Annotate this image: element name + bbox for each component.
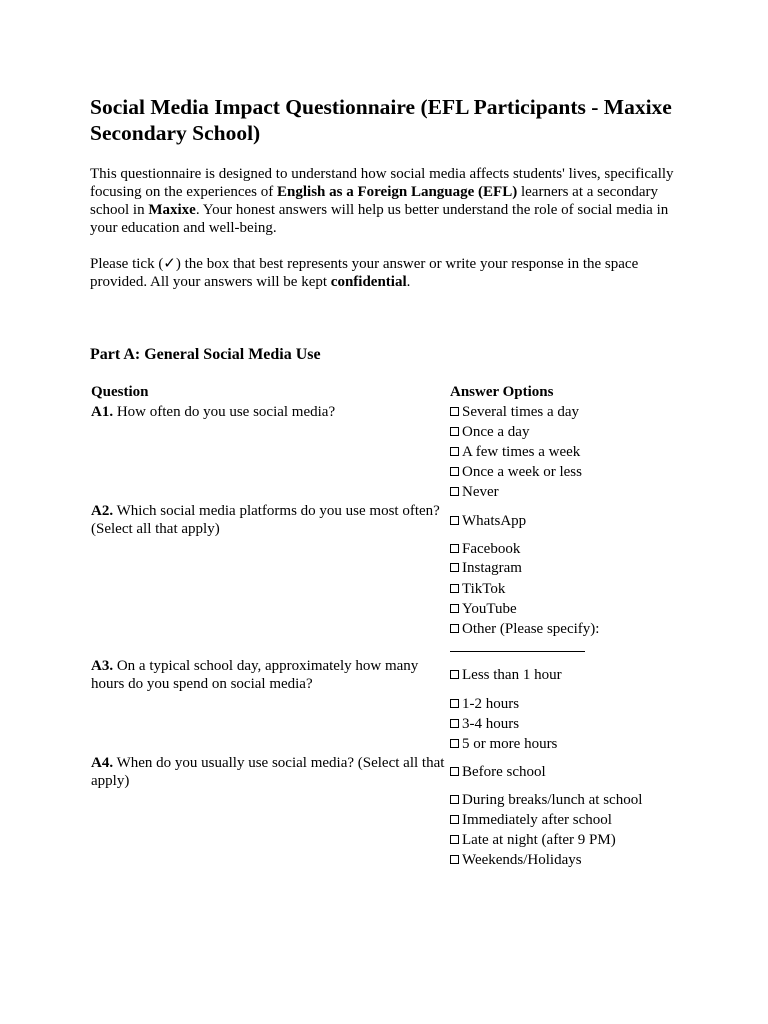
question-number: A4. bbox=[91, 755, 114, 771]
checkbox-icon[interactable] bbox=[450, 604, 459, 613]
instructions-text-1: Please tick (✓) the box that best represents your answer or write your response in the space provided. All your answers will be kept bbox=[90, 256, 639, 290]
question-a3 bbox=[91, 657, 449, 693]
checkbox-icon[interactable] bbox=[450, 427, 459, 436]
option-label: 1-2 hours bbox=[462, 696, 520, 712]
instructions-paragraph bbox=[90, 255, 690, 291]
checkbox-icon[interactable] bbox=[450, 407, 459, 416]
checkbox-icon[interactable] bbox=[450, 487, 459, 496]
question-a2 bbox=[91, 502, 449, 538]
option-checkbox[interactable] bbox=[450, 443, 580, 461]
option-label: Instagram bbox=[462, 560, 522, 576]
intro-text-2: learners at a secondary school in bbox=[90, 184, 658, 218]
checkbox-icon[interactable] bbox=[450, 670, 459, 679]
intro-bold-maxixe: Maxixe bbox=[148, 202, 196, 218]
option-label: Before school bbox=[462, 764, 546, 780]
option-checkbox[interactable] bbox=[450, 483, 499, 501]
checkbox-icon[interactable] bbox=[450, 467, 459, 476]
question-text: How often do you use social media? bbox=[113, 404, 336, 420]
option-label: Once a day bbox=[462, 424, 530, 440]
column-header-answer-options: Answer Options bbox=[450, 384, 554, 400]
option-label: Never bbox=[462, 484, 499, 500]
option-checkbox[interactable] bbox=[450, 540, 520, 558]
page-title: Social Media Impact Questionnaire (EFL Participants - Maxixe Secondary School) bbox=[90, 95, 672, 145]
question-number: A3. bbox=[91, 658, 114, 674]
checkbox-icon[interactable] bbox=[450, 795, 459, 804]
option-checkbox[interactable] bbox=[450, 600, 517, 618]
option-checkbox[interactable] bbox=[450, 695, 519, 713]
checkbox-icon[interactable] bbox=[450, 544, 459, 553]
intro-bold-efl: English as a Foreign Language (EFL) bbox=[277, 184, 518, 200]
section-heading-part-a: Part A: General Social Media Use bbox=[90, 346, 321, 363]
other-specify-input[interactable] bbox=[450, 638, 585, 652]
option-label: Less than 1 hour bbox=[462, 667, 562, 683]
checkbox-icon[interactable] bbox=[450, 835, 459, 844]
question-text: Which social media platforms do you use most often? (Select all that apply) bbox=[91, 503, 440, 537]
option-checkbox[interactable] bbox=[450, 463, 582, 481]
checkbox-icon[interactable] bbox=[450, 563, 459, 572]
option-label: YouTube bbox=[462, 601, 517, 617]
option-label: During breaks/lunch at school bbox=[462, 792, 643, 808]
option-label: Late at night (after 9 PM) bbox=[462, 832, 616, 848]
option-label: Facebook bbox=[462, 541, 521, 557]
option-checkbox[interactable] bbox=[450, 403, 579, 421]
option-label: Once a week or less bbox=[462, 464, 582, 480]
column-header-question: Question bbox=[91, 384, 149, 400]
checkbox-icon[interactable] bbox=[450, 584, 459, 593]
instructions-bold-confidential: confidential bbox=[330, 274, 407, 290]
instructions-text-2: . bbox=[406, 274, 411, 290]
checkbox-icon[interactable] bbox=[450, 516, 459, 525]
option-checkbox[interactable] bbox=[450, 851, 582, 869]
checkbox-icon[interactable] bbox=[450, 855, 459, 864]
option-label: WhatsApp bbox=[462, 513, 527, 529]
question-a4 bbox=[91, 754, 449, 790]
question-a1 bbox=[91, 403, 449, 421]
option-checkbox[interactable] bbox=[450, 791, 642, 809]
option-checkbox[interactable] bbox=[450, 559, 522, 577]
option-label: Several times a day bbox=[462, 404, 580, 420]
intro-text-1: This questionnaire is designed to understand how social media affects students' lives, specifically focusing on the experiences of bbox=[90, 166, 674, 200]
option-checkbox[interactable] bbox=[450, 763, 546, 781]
checkbox-icon[interactable] bbox=[450, 815, 459, 824]
question-number: A1. bbox=[91, 404, 114, 420]
option-checkbox[interactable] bbox=[450, 811, 612, 829]
question-number: A2. bbox=[91, 503, 114, 519]
intro-text-3: . Your honest answers will help us better understand the role of social media in your education and well-being. bbox=[90, 202, 669, 236]
checkbox-icon[interactable] bbox=[450, 739, 459, 748]
option-label: Weekends/Holidays bbox=[462, 852, 582, 868]
option-checkbox[interactable] bbox=[450, 620, 599, 638]
option-label: Other (Please specify): bbox=[462, 621, 600, 637]
checkbox-icon[interactable] bbox=[450, 624, 459, 633]
option-label: TikTok bbox=[462, 581, 506, 597]
option-checkbox[interactable] bbox=[450, 423, 529, 441]
checkbox-icon[interactable] bbox=[450, 767, 459, 776]
option-checkbox[interactable] bbox=[450, 735, 557, 753]
intro-paragraph bbox=[90, 165, 690, 237]
option-checkbox[interactable] bbox=[450, 580, 505, 598]
checkbox-icon[interactable] bbox=[450, 699, 459, 708]
option-label: A few times a week bbox=[462, 444, 581, 460]
checkbox-icon[interactable] bbox=[450, 447, 459, 456]
option-checkbox[interactable] bbox=[450, 512, 526, 530]
option-checkbox[interactable] bbox=[450, 666, 562, 684]
option-checkbox[interactable] bbox=[450, 715, 519, 733]
checkbox-icon[interactable] bbox=[450, 719, 459, 728]
option-label: 5 or more hours bbox=[462, 736, 558, 752]
option-label: Immediately after school bbox=[462, 812, 612, 828]
option-checkbox[interactable] bbox=[450, 831, 616, 849]
option-label: 3-4 hours bbox=[462, 716, 520, 732]
question-text: When do you usually use social media? (Select all that apply) bbox=[91, 755, 445, 789]
question-text: On a typical school day, approximately how many hours do you spend on social media? bbox=[91, 658, 419, 692]
